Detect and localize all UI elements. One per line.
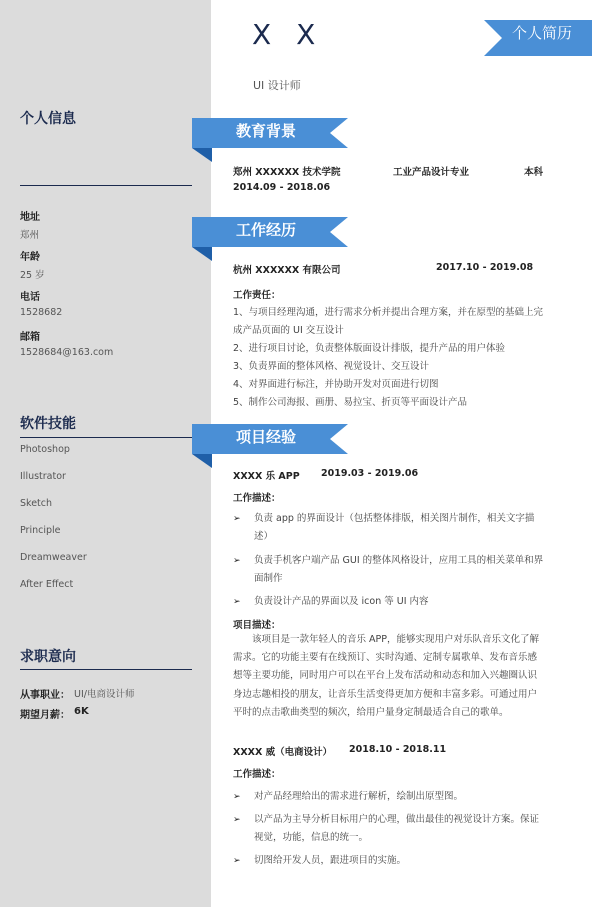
job-title: UI 设计师 [253,79,301,92]
project-duty: 对产品经理给出的需求进行解析，绘制出原型图。 [254,791,464,802]
education-title: 教育背景 [236,122,297,140]
school-name: 郑州 XXXXXX 技术学院 [233,167,341,178]
work-title: 工作经历 [236,221,297,239]
work-period: 2017.10 - 2019.08 [436,262,534,273]
skill-item: Sketch [20,498,53,509]
skill-item: After Effect [20,579,74,590]
job-intent-title: 求职意向 [20,649,76,665]
age-value: 25 岁 [20,270,45,281]
project-desc-label: 项目描述： [233,620,281,631]
divider [20,669,192,670]
project-duty: 负责设计产品的界面以及 icon 等 UI 内容 [254,596,429,607]
email-value: 1528684@163.com [20,347,114,358]
skills-title: 软件技能 [20,416,76,432]
work-desc-label: 工作描述： [233,769,281,780]
email-label: 邮箱 [20,332,40,343]
projects-title: 项目经验 [236,428,297,446]
salary-label: 期望月薪： [20,710,70,721]
divider [20,437,192,438]
duty-item: 3、负责界面的整体风格、视觉设计、交互设计 [233,361,430,372]
divider [20,185,192,186]
project-description: 该项目是一款年轻人的音乐 APP，能够实现用户对乐队音乐文化了解需求。它的功能主要有在线预订、实时沟通、定制专属歌单、发布音乐感想等主要功能，同时用户可以在平台上发布活动和动态和加入兴趣圈认识身边志趣相投的朋友，让音乐生活变得更加方便和丰富多彩。可通过用户平时的点击歌曲类型的频次，给用户量身定制最适合自己的歌单。 [233,634,539,718]
skill-item: Photoshop [20,444,70,455]
bullet-arrow-icon: ➢ [233,792,241,802]
duty-item: 1、与项目经理沟通，进行需求分析并提出合理方案，并在原型的基础上完成产品页面的 UI 交互设计 [233,307,544,336]
project-period: 2019.03 - 2019.06 [321,468,419,479]
position-label: 从事职业： [20,690,70,701]
resume-tag-text: 个人简历 [512,24,573,42]
address-value: 郑州 [20,230,40,241]
bullet-arrow-icon: ➢ [233,856,241,866]
project-name: XXXX 威（电商设计） [233,747,333,758]
duty-item: 4、对界面进行标注，并协助开发对页面进行切图 [233,379,439,390]
work-desc-label: 工作描述： [233,493,281,504]
age-label: 年龄 [20,252,40,263]
project-period: 2018.10 - 2018.11 [349,744,447,755]
project-duty: 切图给开发人员，跟进项目的实施。 [254,855,407,866]
bullet-arrow-icon: ➢ [233,556,241,566]
duty-label: 工作责任： [233,290,281,301]
education-period: 2014.09 - 2018.06 [233,182,331,193]
project-duty: 以产品为主导分析目标用户的心理，做出最佳的视觉设计方案。保证视觉，功能，信息的统一。 [254,814,540,843]
position-value: UI/电商设计师 [74,689,135,700]
candidate-name: X X [252,18,324,51]
skill-item: Illustrator [20,471,66,482]
duty-item: 5、制作公司海报、画册、易拉宝、折页等平面设计产品 [233,397,468,408]
personal-info-title: 个人信息 [20,111,76,127]
bullet-arrow-icon: ➢ [233,514,241,524]
project-duty: 负责 app 的界面设计（包括整体排版，相关图片制作，相关文字描述） [254,513,535,542]
salary-value: 6K [74,706,89,717]
bullet-arrow-icon: ➢ [233,597,241,607]
company-name: 杭州 XXXXXX 有限公司 [233,265,341,276]
address-label: 地址 [20,212,40,223]
duty-item: 2、进行项目讨论，负责整体版面设计排版，提升产品的用户体验 [233,343,506,354]
degree: 本科 [524,167,544,178]
project-name: XXXX 乐 APP [233,471,300,482]
phone-label: 电话 [20,292,40,303]
bullet-arrow-icon: ➢ [233,815,241,825]
skill-item: Dreamweaver [20,552,87,563]
phone-value: 1528682 [20,307,63,318]
major: 工业产品设计专业 [393,167,470,178]
skill-item: Principle [20,525,61,536]
project-duty: 负责手机客户端产品 GUI 的整体风格设计，应用工具的相关菜单和界面制作 [254,555,544,584]
